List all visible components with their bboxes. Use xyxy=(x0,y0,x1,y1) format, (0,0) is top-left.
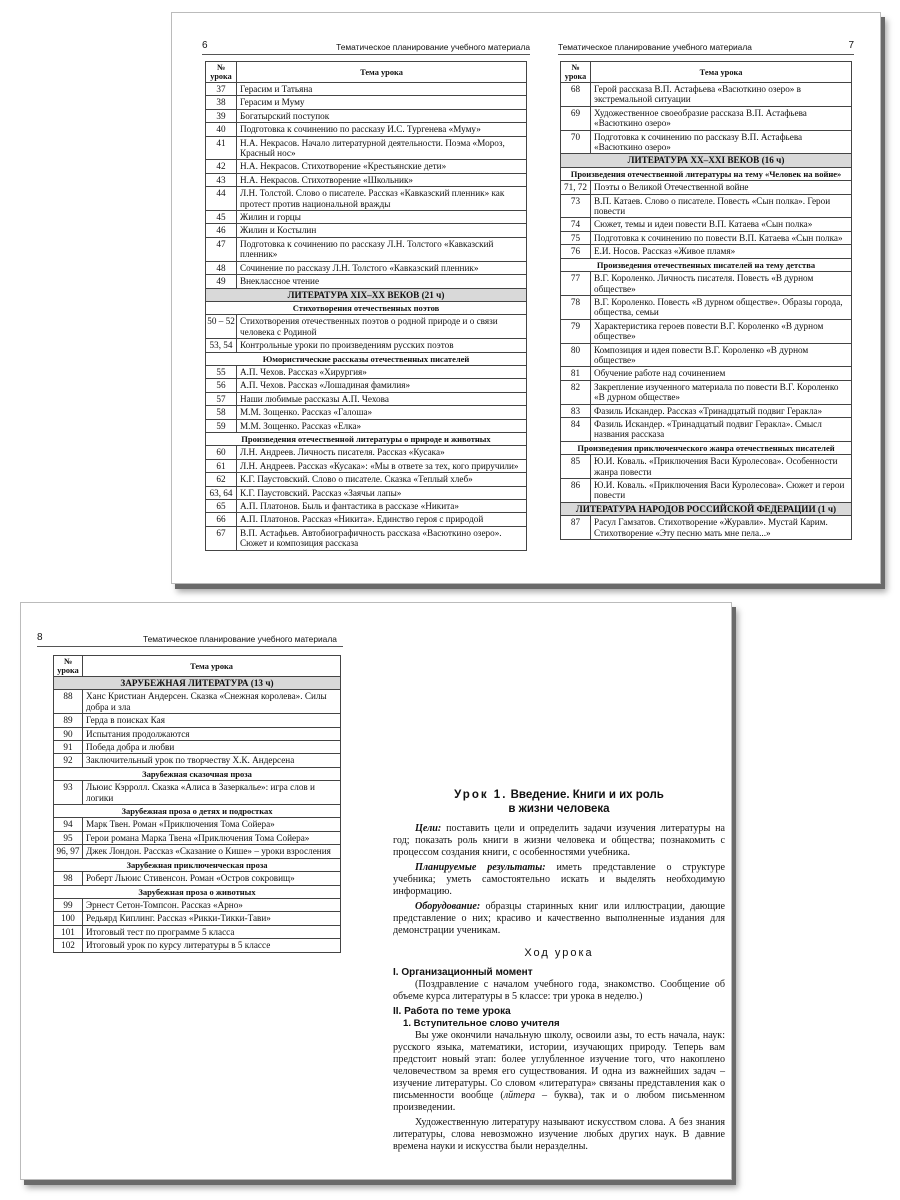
column-header-title: Тема урока xyxy=(237,62,527,83)
table-row xyxy=(206,237,527,261)
top-page-spread xyxy=(171,12,881,584)
lesson-number: 101 xyxy=(54,925,83,938)
lesson-number: 82 xyxy=(561,380,591,404)
lesson-topic: Заключительный урок по творчеству Х.К. Андерсена xyxy=(83,754,341,767)
page-8 xyxy=(37,603,343,1179)
table-row xyxy=(206,526,527,550)
lesson-title-line-1: Введение. Книги и их роль xyxy=(510,789,664,801)
lesson-number: 45 xyxy=(206,211,237,224)
subsection-title: Произведения отечественной литературы на тему «Человек на войне» xyxy=(561,167,852,180)
table-row xyxy=(206,275,527,288)
equipment-text: образцы старинных книг или иллюстрации, дающие представление о них; красиво и качественно выполненные издания для демонстрации ученикам. xyxy=(393,901,726,936)
table-row xyxy=(206,160,527,173)
results-text: иметь представление о структуре учебника; уметь самостоятельно искать и выделять необходимую информацию. xyxy=(393,862,726,897)
subsection-row xyxy=(561,167,852,180)
table-row xyxy=(54,831,341,844)
table-row xyxy=(54,781,341,805)
lesson-topic: Ханс Кристиан Андерсен. Сказка «Снежная королева». Силы добра и зла xyxy=(83,690,341,714)
table-row xyxy=(561,181,852,194)
lesson-topic: Л.Н. Толстой. Слово о писателе. Рассказ «Кавказский пленник» как протест против национальной вражды xyxy=(237,187,527,211)
lesson-topic: В.Г. Короленко. Личность писателя. Повесть «В дурном обществе» xyxy=(591,272,852,296)
table-row xyxy=(54,939,341,952)
page-number: 6 xyxy=(202,40,208,51)
lesson-topic: Е.И. Носов. Рассказ «Живое пламя» xyxy=(591,245,852,258)
lesson-plan-table-page-8 xyxy=(53,655,341,953)
table-row xyxy=(206,315,527,339)
lesson-number: 87 xyxy=(561,516,591,540)
table-row xyxy=(54,714,341,727)
lesson-number: 43 xyxy=(206,173,237,186)
lesson-title-prefix: Урок 1. xyxy=(454,789,508,801)
lesson-number: 73 xyxy=(561,194,591,218)
table-row xyxy=(206,513,527,526)
lesson-topic: Расул Гамзатов. Стихотворение «Журавли». Мустай Карим. Стихотворение «Эту песню мать мне пела...» xyxy=(591,516,852,540)
table-row xyxy=(206,96,527,109)
subsection-title: Произведения отечественных писателей на тему детства xyxy=(561,258,852,271)
lesson-topic: Характеристика героев повести В.Г. Короленко «В дурном обществе» xyxy=(591,319,852,343)
lesson-number: 95 xyxy=(54,831,83,844)
lesson-number: 48 xyxy=(206,261,237,274)
table-row xyxy=(54,898,341,911)
table-row xyxy=(206,473,527,486)
table-row xyxy=(206,486,527,499)
column-header-number: № урока xyxy=(561,62,591,83)
table-row xyxy=(206,187,527,211)
table-row xyxy=(54,754,341,767)
table-row xyxy=(561,479,852,503)
section-row xyxy=(561,154,852,167)
table-row xyxy=(54,818,341,831)
lesson-number: 81 xyxy=(561,367,591,380)
lesson-number: 102 xyxy=(54,939,83,952)
lesson-number: 69 xyxy=(561,106,591,130)
lesson-topic: Джек Лондон. Рассказ «Сказание о Кише» – уроки взросления xyxy=(83,845,341,858)
bottom-page-spread xyxy=(20,602,732,1180)
lesson-topic: А.П. Платонов. Быль и фантастика в рассказе «Никита» xyxy=(237,500,527,513)
column-header-title: Тема урока xyxy=(83,656,341,677)
table-row xyxy=(561,130,852,154)
lesson-topic: Жилин и горцы xyxy=(237,211,527,224)
subsection-title: Зарубежная проза о животных xyxy=(54,885,341,898)
lesson-title-line-2: в жизни человека xyxy=(508,803,610,815)
lesson-topic: Сюжет, темы и идеи повести В.П. Катаева «Сын полка» xyxy=(591,218,852,231)
table-row xyxy=(54,872,341,885)
lesson-number: 63, 64 xyxy=(206,486,237,499)
lesson-number: 89 xyxy=(54,714,83,727)
lesson-topic: Подготовка к сочинению по рассказу Л.Н. Толстого «Кавказский пленник» xyxy=(237,237,527,261)
subsection-title: Зарубежная приключенческая проза xyxy=(54,858,341,871)
goals-label: Цели: xyxy=(415,823,442,834)
lesson-topic: Сочинение по рассказу Л.Н. Толстого «Кавказский пленник» xyxy=(237,261,527,274)
subsection-row xyxy=(206,352,527,365)
lesson-topic: Контрольные уроки по произведениям русских поэтов xyxy=(237,339,527,352)
lesson-topic: Художественное своеобразие рассказа В.П. Астафьева «Васюткино озеро» xyxy=(591,106,852,130)
lesson-topic: Роберт Льюис Стивенсон. Роман «Остров сокровищ» xyxy=(83,872,341,885)
table-row xyxy=(54,741,341,754)
lesson-topic: А.П. Платонов. Рассказ «Никита». Единство героя с природой xyxy=(237,513,527,526)
lesson-number: 92 xyxy=(54,754,83,767)
lesson-number: 70 xyxy=(561,130,591,154)
subsection-row xyxy=(54,858,341,871)
lesson-number: 55 xyxy=(206,365,237,378)
subsection-row xyxy=(561,441,852,454)
table-row xyxy=(561,231,852,244)
lesson-number: 44 xyxy=(206,187,237,211)
subsection-title: Произведения отечественной литературы о природе и животных xyxy=(206,432,527,445)
table-row xyxy=(54,727,341,740)
lesson-page-9 xyxy=(393,603,725,1179)
lesson-topic: А.П. Чехов. Рассказ «Лошадиная фамилия» xyxy=(237,379,527,392)
section-row xyxy=(206,288,527,301)
lesson-number: 96, 97 xyxy=(54,845,83,858)
lesson-number: 94 xyxy=(54,818,83,831)
paragraph-1-text: Вы уже окончили начальную школу, освоили азы, то есть начала, наук: русского языка, математики, истории, изучающих природу. Теперь вам предстоит новый этап: более углубленное изучение того, что накоплено человечеством за время его существования. И одна из важнейших задач – изучение литературы. Со словом «литература» связаны представления как о письменности вообще ( xyxy=(393,1030,725,1101)
page-number: 7 xyxy=(848,40,854,51)
table-row xyxy=(561,295,852,319)
lesson-number: 80 xyxy=(561,343,591,367)
lesson-number: 49 xyxy=(206,275,237,288)
goals-paragraph xyxy=(393,823,725,859)
table-row xyxy=(561,367,852,380)
subsection-1-heading: 1. Вступительное слово учителя xyxy=(403,1018,560,1029)
lesson-number: 100 xyxy=(54,912,83,925)
lesson-number: 68 xyxy=(561,83,591,107)
subsection-row xyxy=(54,805,341,818)
equipment-paragraph xyxy=(393,901,725,937)
lesson-number: 39 xyxy=(206,109,237,122)
lesson-topic: Л.Н. Андреев. Личность писателя. Рассказ «Кусака» xyxy=(237,446,527,459)
table-row xyxy=(206,379,527,392)
table-row xyxy=(206,339,527,352)
lesson-number: 88 xyxy=(54,690,83,714)
table-row xyxy=(561,272,852,296)
lesson-topic: Ю.И. Коваль. «Приключения Васи Куролесова». Сюжет и герои повести xyxy=(591,479,852,503)
table-row xyxy=(561,343,852,367)
lesson-number: 83 xyxy=(561,404,591,417)
table-row xyxy=(206,392,527,405)
lesson-topic: Фазиль Искандер. Рассказ «Тринадцатый подвиг Геракла» xyxy=(591,404,852,417)
section-row xyxy=(54,677,341,690)
table-row xyxy=(54,912,341,925)
running-title: Тематическое планирование учебного материала xyxy=(336,42,530,52)
lesson-topic: Богатырский поступок xyxy=(237,109,527,122)
results-paragraph xyxy=(393,862,725,898)
lesson-topic: Композиция и идея повести В.Г. Короленко «В дурном обществе» xyxy=(591,343,852,367)
paragraph-1 xyxy=(393,1030,725,1114)
lesson-topic: В.П. Катаев. Слово о писателе. Повесть «Сын полка». Герои повести xyxy=(591,194,852,218)
lesson-number: 67 xyxy=(206,526,237,550)
lesson-topic: К.Г. Паустовский. Слово о писателе. Сказка «Теплый хлеб» xyxy=(237,473,527,486)
running-head-page-6 xyxy=(202,41,530,55)
lesson-number: 46 xyxy=(206,224,237,237)
subsection-row xyxy=(561,258,852,271)
table-row xyxy=(206,446,527,459)
lesson-topic: Поэты о Великой Отечественной войне xyxy=(591,181,852,194)
table-row xyxy=(561,380,852,404)
subsection-title: Стихотворения отечественных поэтов xyxy=(206,301,527,314)
subsection-row xyxy=(54,767,341,780)
lesson-number: 85 xyxy=(561,455,591,479)
subsection-title: Зарубежная сказочная проза xyxy=(54,767,341,780)
subsection-row xyxy=(206,432,527,445)
lesson-number: 37 xyxy=(206,83,237,96)
lesson-number: 59 xyxy=(206,419,237,432)
section-row xyxy=(561,502,852,515)
subsection-title: Зарубежная проза о детях и подростках xyxy=(54,805,341,818)
table-row xyxy=(206,406,527,419)
table-row xyxy=(206,109,527,122)
lesson-topic: Герой рассказа В.П. Астафьева «Васюткино озеро» в экстремальной ситуации xyxy=(591,83,852,107)
lesson-number: 58 xyxy=(206,406,237,419)
table-row xyxy=(54,690,341,714)
results-label: Планируемые результаты: xyxy=(415,862,546,873)
lesson-topic: Итоговый тест по программе 5 класса xyxy=(83,925,341,938)
lesson-topic: Внеклассное чтение xyxy=(237,275,527,288)
table-row xyxy=(561,245,852,258)
lesson-plan-table-page-6 xyxy=(205,61,527,551)
lesson-topic: В.Г. Короленко. Повесть «В дурном обществе». Образы города, общества, семьи xyxy=(591,295,852,319)
lesson-topic: Герасим и Муму xyxy=(237,96,527,109)
lesson-topic: Итоговый урок по курсу литературы в 5 классе xyxy=(83,939,341,952)
lesson-number: 74 xyxy=(561,218,591,231)
lesson-number: 62 xyxy=(206,473,237,486)
table-row xyxy=(206,173,527,186)
running-title: Тематическое планирование учебного материала xyxy=(143,634,337,644)
table-row xyxy=(561,218,852,231)
goals-text: поставить цели и определить задачи изучения литературы на год; показать роль книги в жизни человека и общества; познакомить с процессом создания книги, с особенностями учебника. xyxy=(393,823,725,858)
lesson-number: 41 xyxy=(206,136,237,160)
table-row xyxy=(54,845,341,858)
lesson-topic: Обучение работе над сочинением xyxy=(591,367,852,380)
course-heading: Ход урока xyxy=(524,947,594,959)
equipment-label: Оборудование: xyxy=(415,901,481,912)
lesson-topic: Подготовка к сочинению по повести В.П. Катаева «Сын полка» xyxy=(591,231,852,244)
table-row xyxy=(561,455,852,479)
table-row xyxy=(561,516,852,540)
lesson-number: 79 xyxy=(561,319,591,343)
section-1-heading: I. Организационный момент xyxy=(393,967,533,978)
lesson-topic: М.М. Зощенко. Рассказ «Елка» xyxy=(237,419,527,432)
table-row xyxy=(206,211,527,224)
table-row xyxy=(206,224,527,237)
lesson-number: 91 xyxy=(54,741,83,754)
page-number: 8 xyxy=(37,632,43,643)
subsection-title: Юмористические рассказы отечественных писателей xyxy=(206,352,527,365)
lesson-number: 86 xyxy=(561,479,591,503)
lesson-number: 57 xyxy=(206,392,237,405)
lesson-body xyxy=(393,823,725,1156)
lesson-number: 42 xyxy=(206,160,237,173)
lesson-topic: Герасим и Татьяна xyxy=(237,83,527,96)
table-row xyxy=(206,419,527,432)
lesson-topic: Н.А. Некрасов. Начало литературной деятельности. Поэма «Мороз, Красный нос» xyxy=(237,136,527,160)
lesson-number: 40 xyxy=(206,123,237,136)
lesson-number: 56 xyxy=(206,379,237,392)
table-row xyxy=(561,83,852,107)
lesson-topic: Л.Н. Андреев. Рассказ «Кусака»: «Мы в ответе за тех, кого приручили» xyxy=(237,459,527,472)
lesson-number: 61 xyxy=(206,459,237,472)
page-6 xyxy=(202,13,530,583)
subsection-row xyxy=(206,301,527,314)
table-row xyxy=(561,319,852,343)
lesson-topic: Подготовка к сочинению по рассказу И.С. Тургенева «Муму» xyxy=(237,123,527,136)
lesson-number: 47 xyxy=(206,237,237,261)
paragraph-2: Художественную литературу называют искусством слова. А без знания литературы, слова невозможно изучение любых других наук. В давние времена науки и искусства были неразделны. xyxy=(393,1117,725,1152)
section-title: ЛИТЕРАТУРА XIX–XX ВЕКОВ (21 ч) xyxy=(206,288,527,301)
section-title: ЛИТЕРАТУРА XX–XXI ВЕКОВ (16 ч) xyxy=(561,154,852,167)
lesson-number: 60 xyxy=(206,446,237,459)
lesson-number: 66 xyxy=(206,513,237,526)
lesson-title xyxy=(393,788,725,816)
lesson-topic: К.Г. Паустовский. Рассказ «Заячьи лапы» xyxy=(237,486,527,499)
lesson-topic: Испытания продолжаются xyxy=(83,727,341,740)
table-row xyxy=(561,404,852,417)
lesson-topic: Ю.И. Коваль. «Приключения Васи Куролесова». Особенности жанра повести xyxy=(591,455,852,479)
lesson-topic: М.М. Зощенко. Рассказ «Галоша» xyxy=(237,406,527,419)
table-row xyxy=(206,500,527,513)
lesson-topic: А.П. Чехов. Рассказ «Хирургия» xyxy=(237,365,527,378)
table-row xyxy=(206,261,527,274)
table-row xyxy=(206,83,527,96)
lesson-number: 84 xyxy=(561,417,591,441)
lesson-topic: Победа добра и любви xyxy=(83,741,341,754)
lesson-number: 38 xyxy=(206,96,237,109)
table-row xyxy=(206,136,527,160)
lesson-topic: Жилин и Костылин xyxy=(237,224,527,237)
lesson-topic: Марк Твен. Роман «Приключения Тома Сойера» xyxy=(83,818,341,831)
table-row xyxy=(561,194,852,218)
lesson-number: 65 xyxy=(206,500,237,513)
lesson-number: 90 xyxy=(54,727,83,740)
lesson-topic: Наши любимые рассказы А.П. Чехова xyxy=(237,392,527,405)
section-title: ЛИТЕРАТУРА НАРОДОВ РОССИЙСКОЙ ФЕДЕРАЦИИ (1 ч) xyxy=(561,502,852,515)
table-row xyxy=(561,106,852,130)
section-1-text: (Поздравление с началом учебного года, знакомство. Сообщение об объеме курса литературы в 5 классе: три урока в неделю.) xyxy=(393,979,725,1002)
lesson-topic: Герои романа Марка Твена «Приключения Тома Сойера» xyxy=(83,831,341,844)
table-row xyxy=(206,459,527,472)
column-header-number: № урока xyxy=(206,62,237,83)
lesson-topic: Редьярд Киплинг. Рассказ «Рикки-Тикки-Тави» xyxy=(83,912,341,925)
section-2-heading: II. Работа по теме урока xyxy=(393,1006,511,1017)
running-head-page-8 xyxy=(37,633,343,647)
paragraph-1-italic: лйтера xyxy=(503,1090,536,1101)
lesson-topic: Герда в поисках Кая xyxy=(83,714,341,727)
lesson-topic: Н.А. Некрасов. Стихотворение «Школьник» xyxy=(237,173,527,186)
lesson-number: 53, 54 xyxy=(206,339,237,352)
lesson-number: 93 xyxy=(54,781,83,805)
paragraph-1-end: – буква), так и о любом письменном произведении. xyxy=(393,1090,725,1113)
column-header-title: Тема урока xyxy=(591,62,852,83)
lesson-topic: Эрнест Сетон-Томпсон. Рассказ «Арно» xyxy=(83,898,341,911)
lesson-topic: Стихотворения отечественных поэтов о родной природе и о связи человека с Родиной xyxy=(237,315,527,339)
page-7 xyxy=(558,13,854,583)
table-row xyxy=(206,365,527,378)
lesson-topic: Н.А. Некрасов. Стихотворение «Крестьянские дети» xyxy=(237,160,527,173)
lesson-number: 76 xyxy=(561,245,591,258)
lesson-number: 99 xyxy=(54,898,83,911)
subsection-title: Произведения приключенческого жанра отечественных писателей xyxy=(561,441,852,454)
table-row xyxy=(561,417,852,441)
table-row xyxy=(206,123,527,136)
lesson-topic: В.П. Астафьев. Автобиографичность рассказа «Васюткино озеро». Сюжет и композиция рассказа xyxy=(237,526,527,550)
lesson-topic: Подготовка к сочинению по рассказу В.П. Астафьева «Васюткино озеро» xyxy=(591,130,852,154)
lesson-number: 50 – 52 xyxy=(206,315,237,339)
lesson-number: 71, 72 xyxy=(561,181,591,194)
lesson-number: 78 xyxy=(561,295,591,319)
running-head-page-7 xyxy=(558,41,854,55)
lesson-topic: Льюис Кэрролл. Сказка «Алиса в Зазеркалье»: игра слов и логики xyxy=(83,781,341,805)
subsection-row xyxy=(54,885,341,898)
column-header-number: № урока xyxy=(54,656,83,677)
lesson-topic: Фазиль Искандер. «Тринадцатый подвиг Геракла». Смысл названия рассказа xyxy=(591,417,852,441)
table-row xyxy=(54,925,341,938)
lesson-number: 77 xyxy=(561,272,591,296)
lesson-number: 98 xyxy=(54,872,83,885)
section-title: ЗАРУБЕЖНАЯ ЛИТЕРАТУРА (13 ч) xyxy=(54,677,341,690)
lesson-plan-table-page-7 xyxy=(560,61,852,540)
running-title: Тематическое планирование учебного материала xyxy=(558,42,752,52)
lesson-number: 75 xyxy=(561,231,591,244)
lesson-topic: Закрепление изученного материала по повести В.Г. Короленко «В дурном обществе» xyxy=(591,380,852,404)
